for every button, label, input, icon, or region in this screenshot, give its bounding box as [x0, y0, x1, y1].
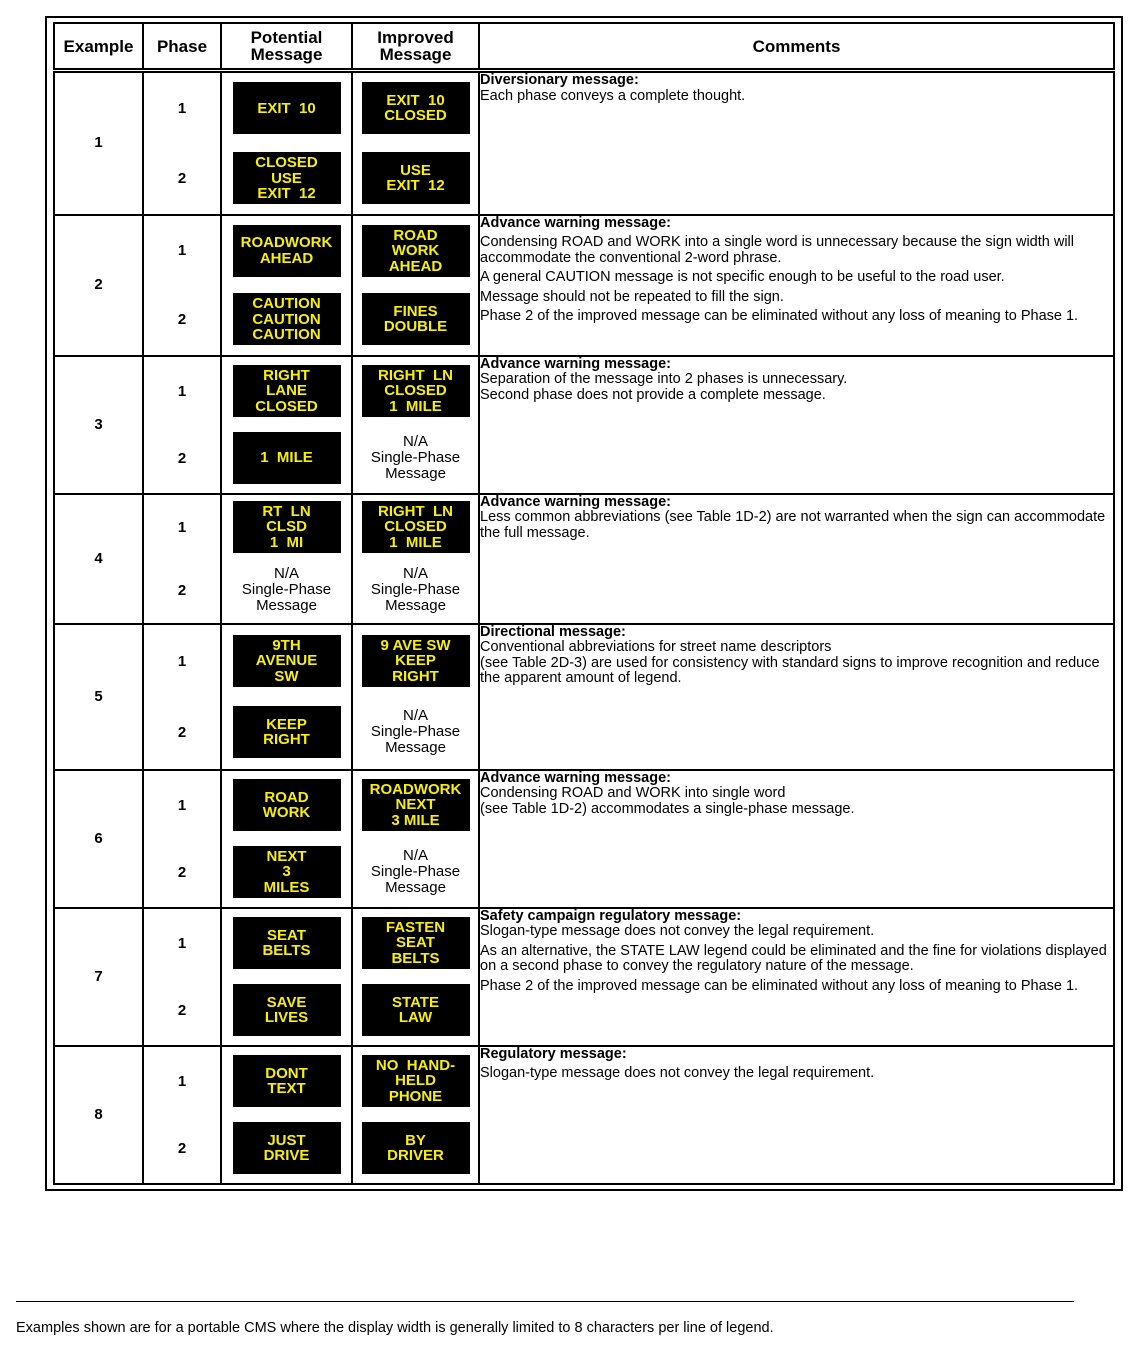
phase-number: 2 [177, 169, 187, 187]
improved-sign [362, 779, 470, 831]
message-line: ROADWORK [369, 780, 462, 798]
improved-message-list [353, 217, 478, 354]
potential-sign [233, 293, 341, 345]
improved-message-list [353, 358, 478, 492]
comment-text: (see Table 2D-3) are used for consistency with standard signs to improve recognition and reduce the apparent amount of legend. [480, 654, 1100, 686]
header-phase: Phase [143, 23, 221, 71]
message-line: Message [385, 739, 446, 756]
improved-message-cell [352, 356, 479, 494]
potential-message-cell [221, 71, 352, 215]
improved-na-note [361, 706, 471, 758]
example-cell [54, 1046, 143, 1184]
message-line: EXIT 10 [386, 91, 445, 109]
table-header-row [54, 23, 1114, 71]
comment-text: Condensing ROAD and WORK into single word [480, 785, 786, 801]
message-line: DRIVE [263, 1147, 310, 1164]
improved-sign [362, 82, 470, 134]
message-line: TEXT [267, 1080, 306, 1097]
phase-number: 1 [177, 382, 187, 400]
phase-list [144, 496, 220, 622]
phase-cell [143, 494, 221, 624]
message-line: DOUBLE [383, 318, 448, 336]
comment-title: Advance warning message: [480, 214, 671, 231]
improved-sign [362, 225, 470, 277]
comment-text: Phase 2 of the improved message can be eliminated without any loss of meaning to Phase 1. [480, 977, 1079, 994]
comment-text: Separation of the message into 2 phases is unnecessary. [480, 371, 848, 387]
comment-text: (see Table 1D-2) accommodates a single-phase message. [480, 800, 855, 817]
message-line: HELD [395, 1072, 436, 1090]
example-number: 7 [94, 967, 103, 985]
table-row [54, 356, 1114, 494]
comment-text: Less common abbreviations (see Table 1D-2) are not warranted when the sign can accommodate the full message. [480, 509, 1106, 541]
comment-title: Directional message: [480, 623, 626, 640]
potential-sign [233, 1122, 341, 1174]
message-line: 1 MILE [389, 397, 442, 415]
potential-sign [233, 635, 341, 687]
message-line: WORK [262, 804, 311, 821]
example-number: 2 [94, 276, 103, 293]
comments-cell [479, 908, 1114, 1046]
phase-number: 2 [177, 863, 187, 881]
comment-title: Safety campaign regulatory message: [480, 907, 742, 924]
message-line: CLOSED [384, 107, 447, 125]
comments-cell [479, 770, 1114, 908]
message-line: FINES [393, 302, 438, 320]
message-line: PHONE [388, 1087, 443, 1105]
message-line: 1 MILE [260, 449, 313, 467]
comment-text: As an alternative, the STATE LAW legend could be eliminated and the fine for violations displayed on a second phase to convey the regulatory nature of the message. [480, 942, 1107, 974]
potential-sign [233, 365, 341, 417]
message-line: RIGHT [263, 731, 310, 748]
potential-sign [233, 984, 341, 1036]
potential-sign [233, 917, 341, 969]
message-line: N/A [273, 565, 299, 582]
message-line: NO HAND- [375, 1056, 456, 1074]
message-line: Single-Phase [370, 723, 461, 740]
potential-message-cell [221, 215, 352, 356]
comments-cell [479, 624, 1114, 770]
message-line: N/A [402, 847, 428, 864]
example-number: 4 [94, 549, 103, 567]
improved-message-list [353, 910, 478, 1044]
potential-message-cell [221, 356, 352, 494]
message-line: EXIT 12 [257, 185, 316, 202]
header-example: Example [54, 23, 143, 71]
message-line: N/A [402, 707, 428, 724]
comments-cell [479, 1046, 1114, 1184]
potential-message-cell [221, 908, 352, 1046]
message-line: Single-Phase [241, 581, 332, 598]
message-line: N/A [402, 433, 428, 450]
comment-title: Diversionary message: [480, 72, 639, 88]
example-cell [54, 356, 143, 494]
message-line: STATE [392, 993, 439, 1011]
message-line: Single-Phase [370, 581, 461, 598]
comments-cell [479, 71, 1114, 215]
improved-na-note [361, 564, 471, 616]
potential-sign [233, 152, 341, 204]
improved-sign [362, 984, 470, 1036]
phase-cell [143, 624, 221, 770]
message-line: ROAD [264, 788, 309, 806]
example-cell [54, 215, 143, 356]
message-line: USE [400, 161, 431, 179]
message-line: ROAD [393, 226, 438, 244]
phase-number: 1 [177, 242, 187, 260]
message-line: DONT [265, 1064, 308, 1082]
example-cell [54, 770, 143, 908]
message-line: RIGHT LN [378, 502, 453, 520]
message-line: BELTS [262, 942, 311, 959]
improved-sign [362, 917, 470, 969]
improved-message-cell [352, 908, 479, 1046]
comment-text: Second phase does not provide a complete message. [480, 386, 826, 403]
phase-cell [143, 356, 221, 494]
potential-message-list [222, 358, 351, 492]
improved-message-list [353, 73, 478, 213]
message-line: 9 AVE SW [380, 636, 451, 654]
message-line: Message [385, 465, 446, 482]
comment-title: Regulatory message: [480, 1045, 627, 1062]
message-line: 1 MILE [389, 533, 442, 551]
message-line: KEEP [266, 715, 307, 733]
potential-sign [233, 501, 341, 553]
message-line: 1 MI [269, 533, 304, 551]
message-line: AHEAD [388, 257, 443, 275]
message-line: BELTS [391, 949, 440, 967]
phase-cell [143, 1046, 221, 1184]
comment-text: Slogan-type message does not convey the legal requirement. [480, 923, 875, 939]
message-line: AHEAD [259, 249, 314, 267]
potential-sign [233, 706, 341, 758]
message-line: DRIVER [387, 1147, 444, 1164]
phase-list [144, 626, 220, 768]
phase-list [144, 772, 220, 906]
message-line: EXIT 10 [257, 99, 316, 117]
table-body [54, 71, 1114, 1184]
phase-cell [143, 770, 221, 908]
message-line: CAUTION [252, 310, 321, 328]
potential-sign [233, 432, 341, 484]
message-line: JUST [267, 1131, 306, 1149]
phase-list [144, 73, 220, 213]
improved-sign [362, 1055, 470, 1107]
message-line: CLOSED [384, 518, 447, 536]
message-line: LANE [266, 382, 307, 400]
comments-cell [479, 356, 1114, 494]
message-line: 9TH [272, 636, 301, 654]
comment-title: Advance warning message: [480, 769, 671, 786]
comment-text: Slogan-type message does not convey the legal requirement. [480, 1065, 875, 1081]
phase-cell [143, 71, 221, 215]
table-row [54, 908, 1114, 1046]
potential-message-list [222, 772, 351, 906]
message-line: RIGHT [392, 667, 439, 685]
improved-sign [362, 501, 470, 553]
improved-message-list [353, 1048, 478, 1182]
comments-cell [479, 494, 1114, 624]
message-line: SEAT [267, 926, 306, 944]
message-line: CLOSED [255, 154, 318, 171]
example-number: 8 [94, 1105, 103, 1123]
message-line: SW [274, 667, 299, 685]
message-line: NEXT [266, 847, 307, 865]
potential-sign [233, 1055, 341, 1107]
comment-title: Advance warning message: [480, 355, 671, 372]
message-line: 3 MILE [391, 811, 440, 829]
message-line: Message [385, 597, 446, 614]
table-row [54, 215, 1114, 356]
example-number: 6 [94, 829, 103, 847]
potential-na-note [232, 564, 342, 616]
phase-number: 1 [177, 99, 187, 117]
table-row [54, 494, 1114, 624]
message-line: FASTEN [385, 918, 446, 936]
message-line: WORK [391, 242, 440, 259]
phase-list [144, 358, 220, 492]
message-line: SEAT [396, 934, 435, 952]
table-row [54, 770, 1114, 908]
potential-message-cell [221, 624, 352, 770]
message-line: BY [405, 1131, 426, 1149]
improved-message-list [353, 496, 478, 622]
message-line: ROADWORK [240, 234, 333, 252]
example-cell [54, 71, 143, 215]
message-line: AVENUE [255, 652, 318, 670]
message-line: MILES [263, 878, 310, 896]
phase-number: 1 [177, 652, 187, 670]
phase-number: 2 [177, 581, 187, 599]
footnote: Examples shown are for a portable CMS where the display width is generally limited to 8 characters per line of legend. [16, 1320, 774, 1336]
message-line: Single-Phase [370, 863, 461, 880]
improved-message-cell [352, 1046, 479, 1184]
phase-number: 2 [177, 449, 187, 467]
potential-message-list [222, 1048, 351, 1182]
header-potential-message: Potential Message [221, 23, 352, 71]
improved-sign [362, 152, 470, 204]
phase-cell [143, 215, 221, 356]
message-line: CAUTION [252, 326, 321, 343]
header-improved-message: Improved Message [352, 23, 479, 71]
phase-number: 1 [177, 934, 187, 952]
comment-text: Condensing ROAD and WORK into a single word is unnecessary because the sign width will accommodate the conventional 2-word phrase. [480, 234, 1074, 266]
potential-message-cell [221, 494, 352, 624]
message-line: CLOSED [255, 397, 318, 415]
example-number: 1 [94, 134, 103, 152]
potential-sign [233, 846, 341, 898]
comment-title: Advance warning message: [480, 493, 671, 510]
comment-text: Conventional abbreviations for street name descriptors [480, 639, 832, 655]
header-comments: Comments [479, 23, 1114, 71]
improved-sign [362, 1122, 470, 1174]
improved-sign [362, 635, 470, 687]
message-line: Single-Phase [370, 449, 461, 466]
potential-message-cell [221, 1046, 352, 1184]
phase-number: 2 [177, 1139, 187, 1157]
message-line: EXIT 12 [386, 177, 445, 195]
potential-sign [233, 225, 341, 277]
comments-cell [479, 215, 1114, 356]
phase-number: 1 [177, 796, 187, 814]
phase-number: 1 [177, 518, 187, 536]
potential-message-list [222, 910, 351, 1044]
potential-message-list [222, 73, 351, 213]
improved-message-cell [352, 215, 479, 356]
potential-sign [233, 82, 341, 134]
example-cell [54, 624, 143, 770]
potential-sign [233, 779, 341, 831]
phase-number: 2 [177, 310, 187, 328]
phase-number: 1 [177, 1072, 187, 1090]
message-line: CLSD [266, 518, 307, 536]
improved-message-cell [352, 624, 479, 770]
example-number: 3 [94, 415, 103, 433]
improved-na-note [361, 846, 471, 898]
table-row [54, 71, 1114, 215]
cms-message-examples-table [53, 22, 1115, 1185]
comment-text: Each phase conveys a complete thought. [480, 87, 746, 104]
comment-text: Message should not be repeated to fill the sign. [480, 288, 784, 305]
message-line: CLOSED [384, 382, 447, 400]
comment-text: A general CAUTION message is not specific enough to be useful to the road user. [480, 269, 1005, 285]
footnote-divider [16, 1301, 1074, 1302]
message-line: LAW [398, 1009, 433, 1026]
improved-message-cell [352, 770, 479, 908]
potential-message-list [222, 496, 351, 622]
message-line: KEEP [395, 652, 436, 670]
comment-text: Phase 2 of the improved message can be eliminated without any loss of meaning to Phase 1. [480, 308, 1079, 324]
message-line: LIVES [264, 1009, 309, 1026]
improved-message-list [353, 626, 478, 768]
improved-sign [362, 293, 470, 345]
message-line: RT LN [262, 502, 311, 520]
message-line: 3 [282, 863, 291, 881]
message-line: RIGHT [263, 366, 310, 384]
phase-list [144, 1048, 220, 1182]
potential-message-list [222, 626, 351, 768]
improved-message-cell [352, 494, 479, 624]
phase-list [144, 910, 220, 1044]
improved-message-list [353, 772, 478, 906]
example-cell [54, 494, 143, 624]
phase-list [144, 217, 220, 354]
message-line: Message [385, 879, 446, 896]
message-line: SAVE [266, 993, 307, 1011]
message-line: Message [256, 597, 317, 614]
phase-cell [143, 908, 221, 1046]
improved-sign [362, 365, 470, 417]
phase-number: 2 [177, 1001, 187, 1019]
message-line: N/A [402, 565, 428, 582]
phase-number: 2 [177, 723, 187, 741]
potential-message-cell [221, 770, 352, 908]
message-line: RIGHT LN [378, 366, 453, 384]
example-cell [54, 908, 143, 1046]
table-row [54, 624, 1114, 770]
message-line: CAUTION [252, 295, 321, 312]
example-number: 5 [94, 687, 103, 705]
potential-message-list [222, 217, 351, 354]
table-row [54, 1046, 1114, 1184]
improved-message-cell [352, 71, 479, 215]
message-line: USE [271, 169, 302, 187]
message-line: NEXT [395, 796, 436, 814]
improved-na-note [361, 432, 471, 484]
